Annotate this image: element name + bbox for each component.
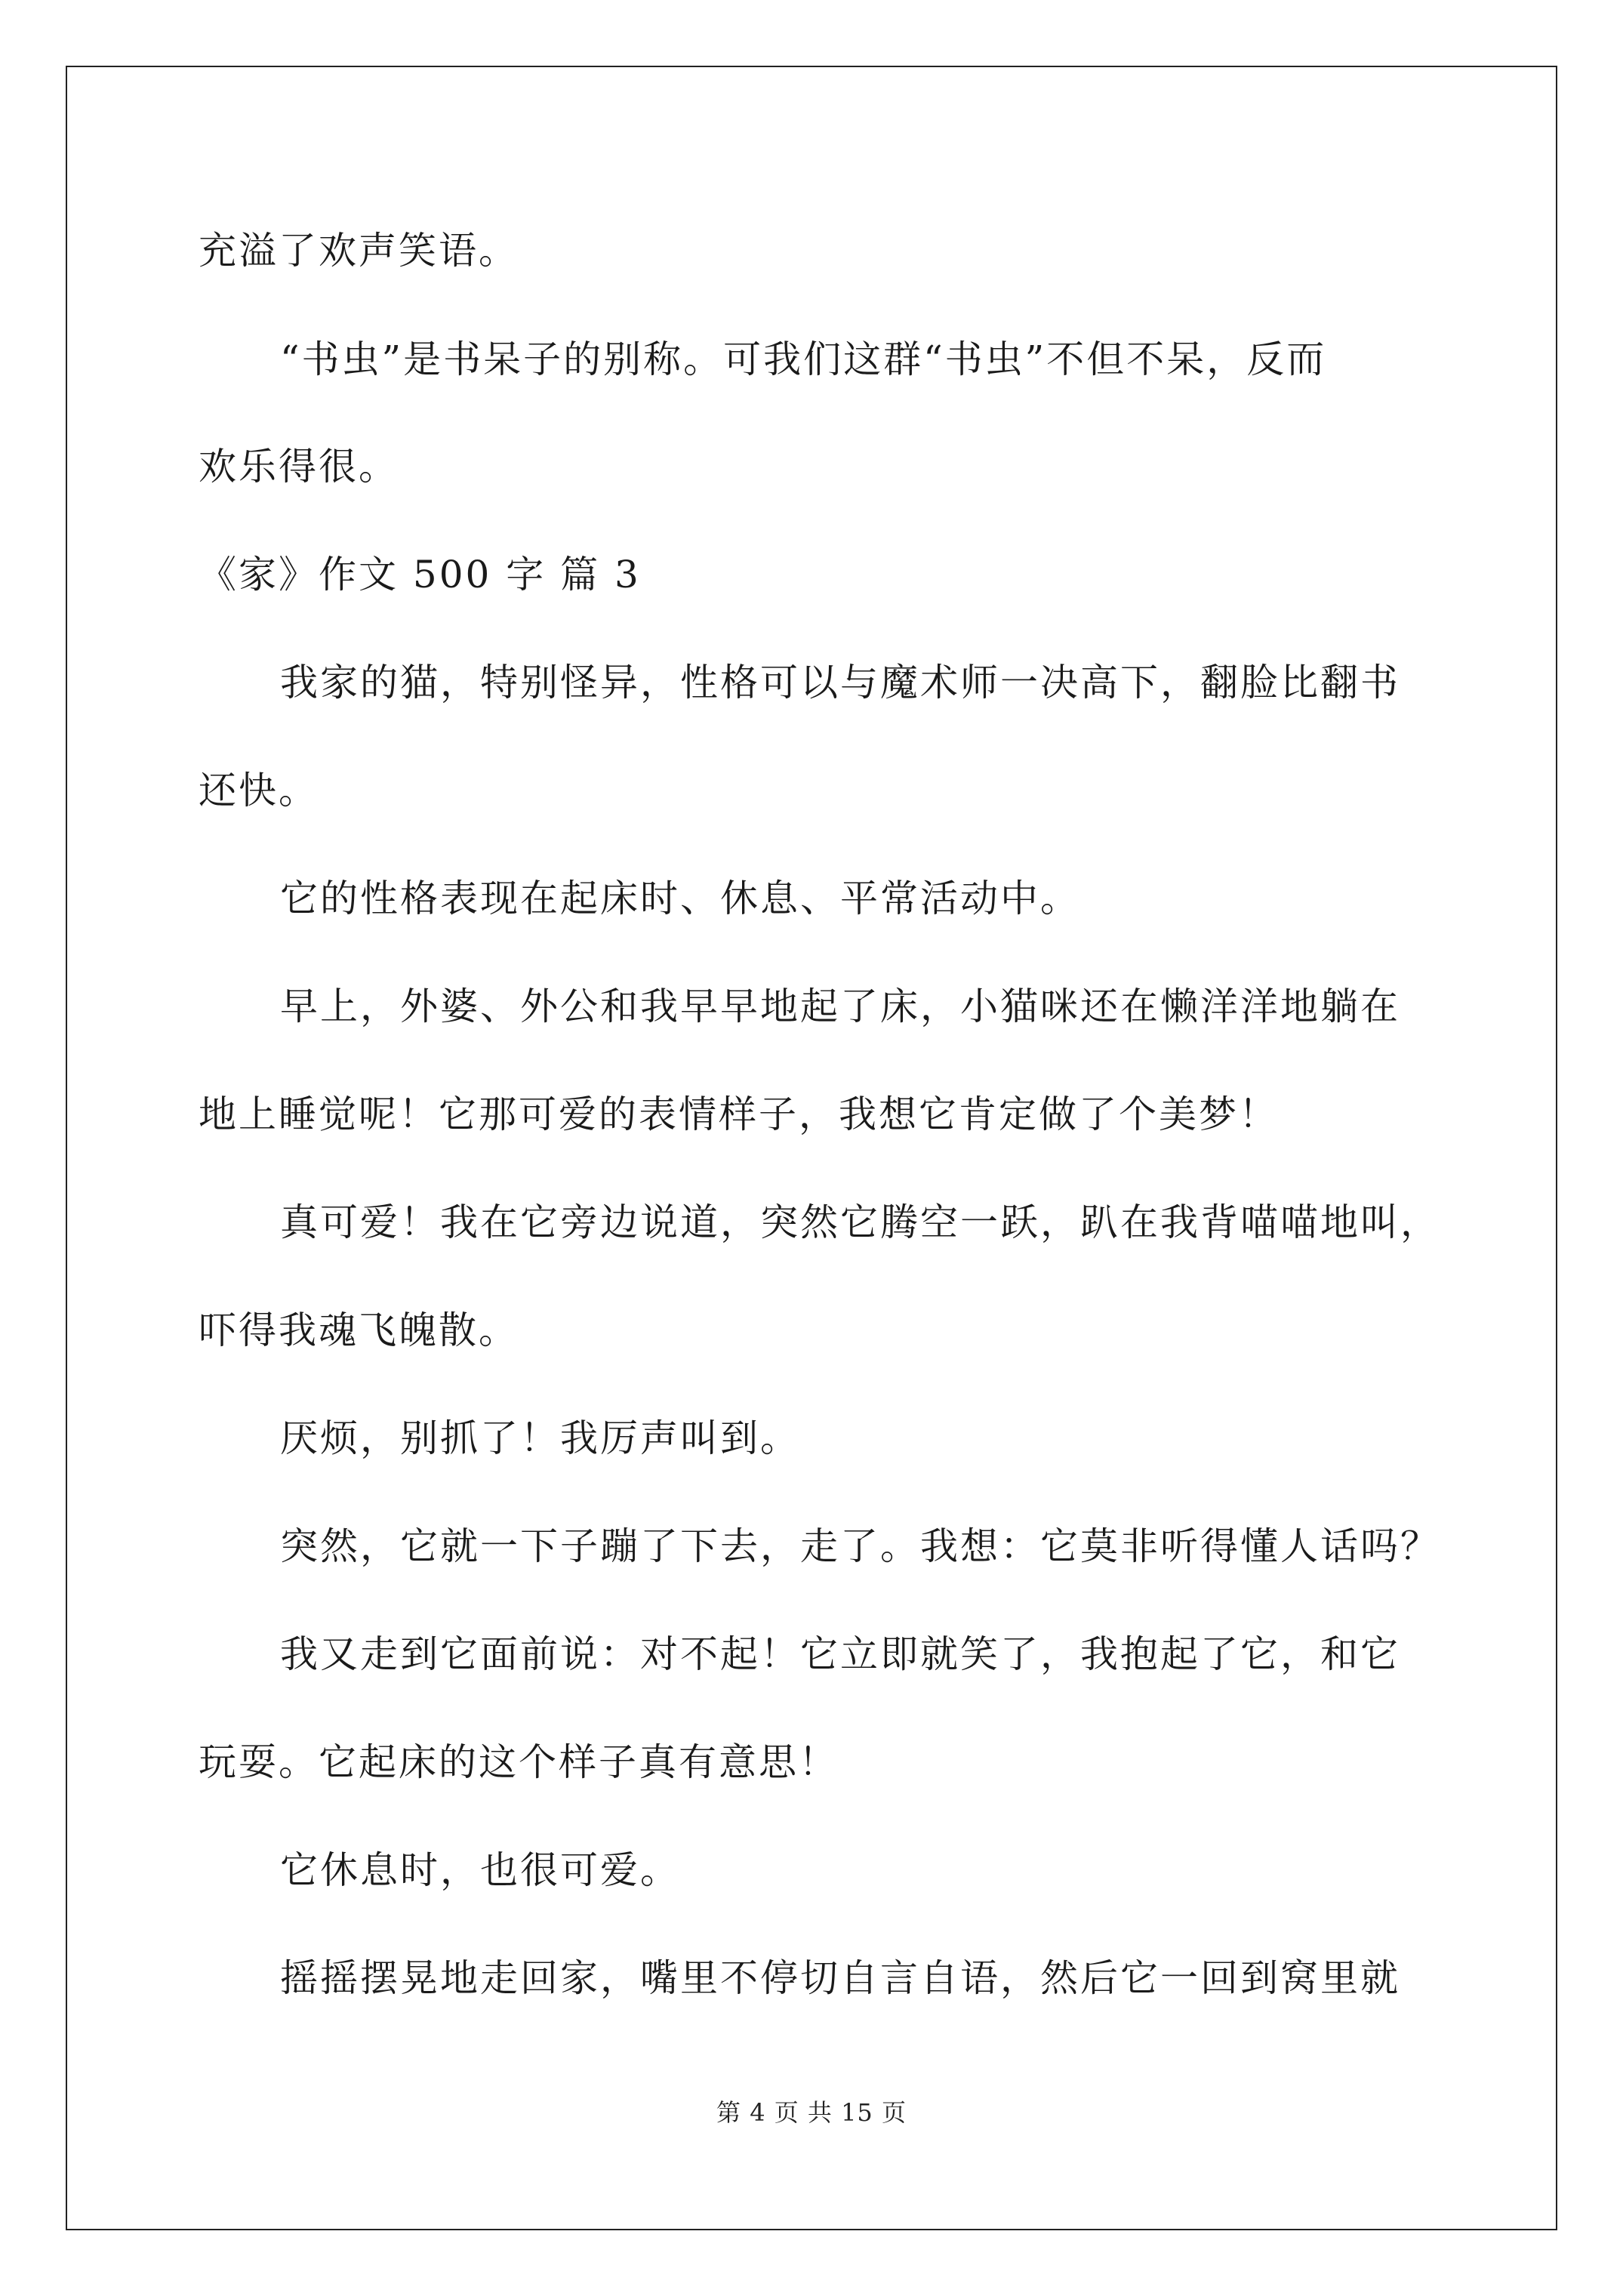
text-line: 厌烦，别抓了！我厉声叫到。 (280, 1416, 800, 1460)
text-line: 它休息时，也很可爱。 (280, 1848, 680, 1892)
text-line: “书虫”是书呆子的别称。可我们这群“书虫”不但不呆，反而 (280, 337, 1327, 381)
text-line: 玩耍。它起床的这个样子真有意思！ (199, 1740, 839, 1784)
text-line: 突然，它就一下子蹦了下去，走了。我想：它莫非听得懂人话吗？ (280, 1524, 1440, 1568)
page-number-footer: 第 4 页 共 15 页 (716, 2098, 907, 2127)
text-line: 它的性格表现在起床时、休息、平常活动中。 (280, 877, 1080, 920)
text-line: 还快。 (199, 769, 319, 812)
text-line: 真可爱！我在它旁边说道，突然它腾空一跃，趴在我背喵喵地叫， (280, 1200, 1440, 1244)
text-line: 充溢了欢声笑语。 (199, 229, 519, 273)
text-line: 早上，外婆、外公和我早早地起了床，小猫咪还在懒洋洋地躺在 (280, 985, 1400, 1028)
text-line: 地上睡觉呢！它那可爱的表情样子，我想它肯定做了个美梦！ (199, 1093, 1279, 1136)
text-line: 摇摇摆晃地走回家，嘴里不停切自言自语，然后它一回到窝里就 (280, 1956, 1400, 2000)
text-line: 我又走到它面前说：对不起！它立即就笑了，我抱起了它，和它 (280, 1632, 1400, 1676)
text-line: 欢乐得很。 (199, 445, 399, 488)
section-heading: 《家》作文 500 字 篇 3 (199, 553, 641, 596)
text-line: 我家的猫，特别怪异，性格可以与魔术师一决高下，翻脸比翻书 (280, 661, 1400, 704)
page-border (66, 66, 1557, 2230)
text-line: 吓得我魂飞魄散。 (199, 1308, 519, 1352)
